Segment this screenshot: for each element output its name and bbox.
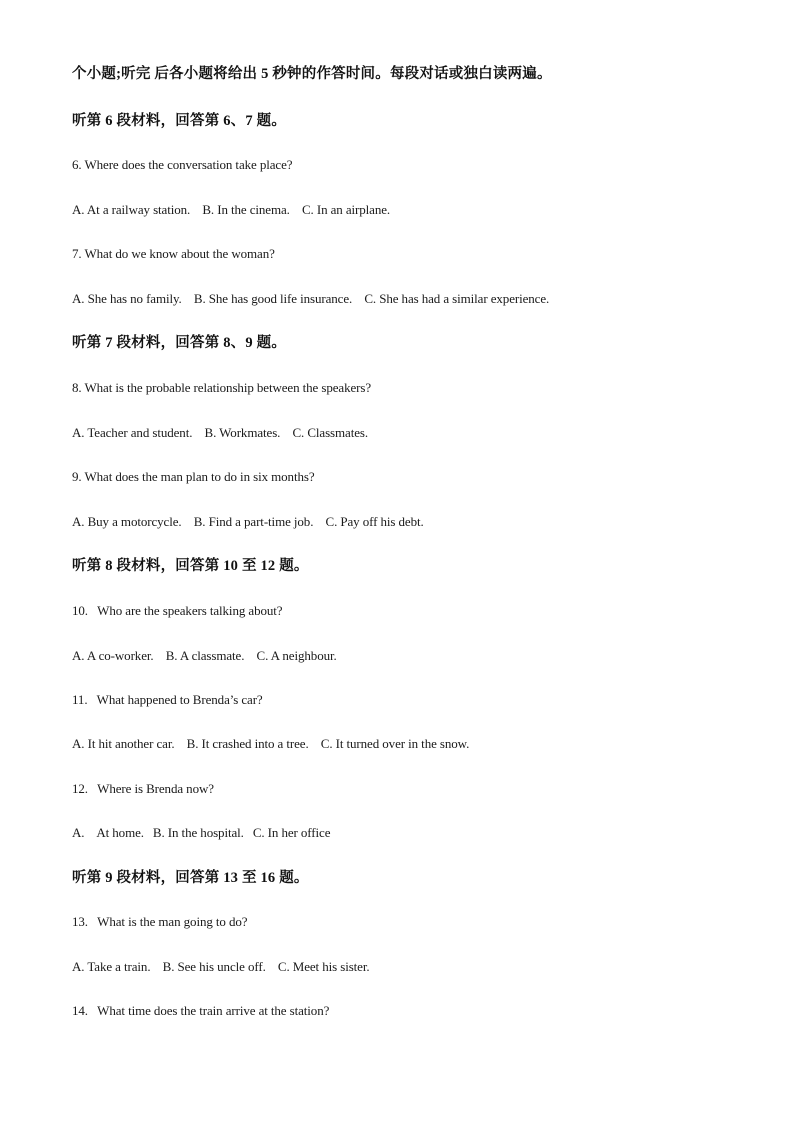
answer-options — [72, 425, 368, 441]
section-heading: 听第 8 段材料，回答第 10 至 12 题。 — [72, 558, 309, 574]
option-b: B. It crashed into a tree. — [186, 736, 309, 751]
option-a: A. A co-worker. — [72, 648, 154, 663]
question-text: 6. Where does the conversation take place? — [72, 157, 293, 172]
option-c: C. In her office — [252, 825, 331, 840]
option-c: C. Classmates. — [292, 425, 368, 440]
option-b: B. Workmates. — [204, 425, 281, 440]
option-a: A. She has no family. — [72, 291, 182, 306]
answer-options — [72, 291, 549, 307]
question-text: 7. What do we know about the woman? — [72, 246, 275, 261]
option-b: B. In the hospital. — [152, 825, 244, 840]
option-a: A. At home. — [72, 825, 144, 840]
option-c: C. Pay off his debt. — [325, 514, 424, 529]
question-text: 13. What is the man going to do? — [72, 914, 248, 929]
answer-options — [72, 514, 424, 530]
answer-options — [72, 736, 469, 752]
answer-options — [72, 959, 370, 975]
option-b: B. A classmate. — [165, 648, 245, 663]
option-b: B. She has good life insurance. — [193, 291, 353, 306]
option-a: A. Take a train. — [72, 959, 151, 974]
option-a: A. Buy a motorcycle. — [72, 514, 182, 529]
question-text: 14. What time does the train arrive at the station? — [72, 1003, 330, 1018]
question-text: 8. What is the probable relationship between the speakers? — [72, 380, 371, 395]
answer-options — [72, 825, 330, 841]
section-heading: 听第 6 段材料，回答第 6、7 题。 — [72, 113, 287, 129]
question-text: 12. Where is Brenda now? — [72, 781, 214, 796]
option-b: B. See his uncle off. — [162, 959, 266, 974]
option-c: C. A neighbour. — [256, 648, 337, 663]
option-b: B. Find a part-time job. — [193, 514, 314, 529]
answer-options — [72, 648, 337, 664]
option-b: B. In the cinema. — [202, 202, 290, 217]
option-c: C. Meet his sister. — [277, 959, 370, 974]
option-a: A. Teacher and student. — [72, 425, 193, 440]
question-text: 10. Who are the speakers talking about? — [72, 603, 283, 618]
option-c: C. It turned over in the snow. — [320, 736, 470, 751]
option-c: C. In an airplane. — [301, 202, 391, 217]
question-text: 9. What does the man plan to do in six months? — [72, 469, 315, 484]
answer-options — [72, 202, 390, 218]
section-heading: 听第 9 段材料，回答第 13 至 16 题。 — [72, 870, 309, 886]
option-c: C. She has had a similar experience. — [364, 291, 550, 306]
question-text: 11. What happened to Brenda’s car? — [72, 692, 263, 707]
option-a: A. At a railway station. — [72, 202, 191, 217]
intro-instruction: 个小题;听完 后各小题将给出 5 秒钟的作答时间。每段对话或独白读两遍。 — [72, 66, 552, 82]
section-heading: 听第 7 段材料，回答第 8、9 题。 — [72, 335, 287, 351]
option-a: A. It hit another car. — [72, 736, 175, 751]
